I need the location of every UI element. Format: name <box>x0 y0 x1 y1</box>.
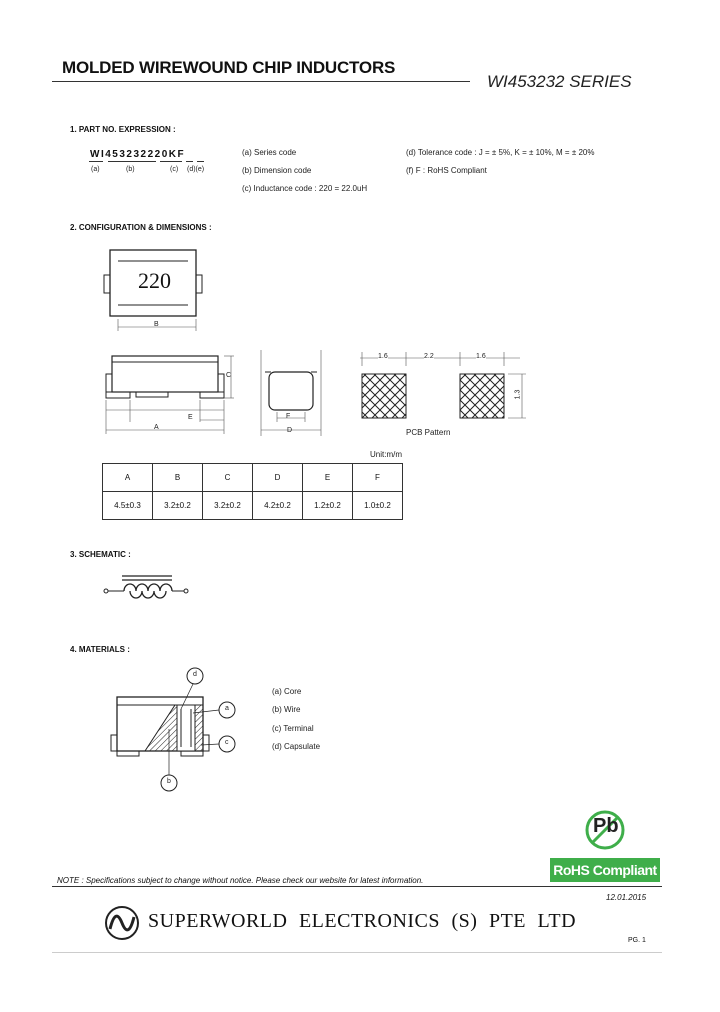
table-cell: 1.2±0.2 <box>303 492 353 520</box>
materials-drawing <box>105 665 245 795</box>
dim-label-e: E <box>188 414 193 421</box>
dimensions-table <box>102 463 403 520</box>
legend-series-code: (a) Series code <box>242 148 297 157</box>
pcb-dim-1: 1.6 <box>378 353 388 360</box>
dim-label-c: C <box>226 372 232 379</box>
page-number: PG. 1 <box>628 937 646 944</box>
table-cell: 3.2±0.2 <box>203 492 253 520</box>
pcb-dim-3: 1.6 <box>476 353 486 360</box>
callout-d: d <box>193 671 197 678</box>
code-marker-c: (c) <box>170 166 179 173</box>
part-number-underline-e <box>197 161 204 162</box>
pb-text: Pb <box>593 815 619 837</box>
part-number-underline-c <box>160 161 182 162</box>
dim-label-a: A <box>154 424 159 431</box>
part-number-underline-d <box>186 161 193 162</box>
footer-note: NOTE : Specifications subject to change without notice. Please check our website for latest information. <box>57 876 424 885</box>
table-header-cell: E <box>303 464 353 492</box>
callout-b: b <box>167 778 171 785</box>
legend-tolerance-code: (d) Tolerance code : J = ± 5%, K = ± 10%, M = ± 20% <box>406 148 595 157</box>
legend-dimension-code: (b) Dimension code <box>242 166 312 175</box>
component-side-view <box>100 350 240 440</box>
component-marking: 220 <box>138 268 171 293</box>
unit-label: Unit:m/m <box>370 450 402 459</box>
callout-c: c <box>225 739 229 746</box>
code-marker-de: (d)(e) <box>187 166 205 173</box>
rohs-compliant-badge: RoHS Compliant <box>550 858 660 882</box>
table-cell: 3.2±0.2 <box>153 492 203 520</box>
code-marker-b: (b) <box>126 166 135 173</box>
inductor-schematic <box>100 570 195 610</box>
part-number-underline-a <box>89 161 103 162</box>
dim-label-d: D <box>287 427 293 434</box>
dim-label-b: B <box>154 321 159 328</box>
company-name: SUPERWORLD ELECTRONICS (S) PTE LTD <box>148 910 577 932</box>
pcb-pattern-drawing <box>360 350 535 430</box>
series-name: WI453232 SERIES <box>487 72 632 91</box>
section-3-heading: 3. SCHEMATIC : <box>70 550 131 559</box>
table-header-cell: D <box>253 464 303 492</box>
company-logo-icon <box>104 905 140 941</box>
table-header-cell: F <box>353 464 403 492</box>
dim-label-f: F <box>286 413 291 420</box>
section-4-heading: 4. MATERIALS : <box>70 645 130 654</box>
material-wire: (b) Wire <box>272 705 301 714</box>
table-cell: 1.0±0.2 <box>353 492 403 520</box>
part-number: WI453232220KF <box>90 149 186 160</box>
revision-date: 12.01.2015 <box>606 893 647 902</box>
title-rule <box>52 81 470 82</box>
material-core: (a) Core <box>272 687 302 696</box>
table-row <box>103 492 403 520</box>
document-title: MOLDED WIREWOUND CHIP INDUCTORS <box>62 58 396 77</box>
table-cell: 4.5±0.3 <box>103 492 153 520</box>
section-2-heading: 2. CONFIGURATION & DIMENSIONS : <box>70 223 212 232</box>
table-header-cell: C <box>203 464 253 492</box>
footer-rule-top <box>52 886 662 887</box>
code-marker-a: (a) <box>91 166 100 173</box>
table-header-cell: A <box>103 464 153 492</box>
part-number-underline-b <box>108 161 156 162</box>
material-capsulate: (d) Capsulate <box>272 742 321 751</box>
callout-a: a <box>225 705 229 712</box>
material-terminal: (c) Terminal <box>272 724 314 733</box>
table-header-cell: B <box>153 464 203 492</box>
section-1-heading: 1. PART NO. EXPRESSION : <box>70 125 176 134</box>
component-end-view <box>255 350 330 440</box>
legend-rohs-code: (f) F : RoHS Compliant <box>406 166 487 175</box>
table-header-row <box>103 464 403 492</box>
pcb-dim-4: 1.3 <box>514 389 522 400</box>
pcb-dim-2: 2.2 <box>424 353 434 360</box>
table-cell: 4.2±0.2 <box>253 492 303 520</box>
footer-rule-bottom <box>52 952 662 953</box>
legend-inductance-code: (c) Inductance code : 220 = 22.0uH <box>242 184 368 193</box>
pcb-pattern-label: PCB Pattern <box>406 428 451 437</box>
